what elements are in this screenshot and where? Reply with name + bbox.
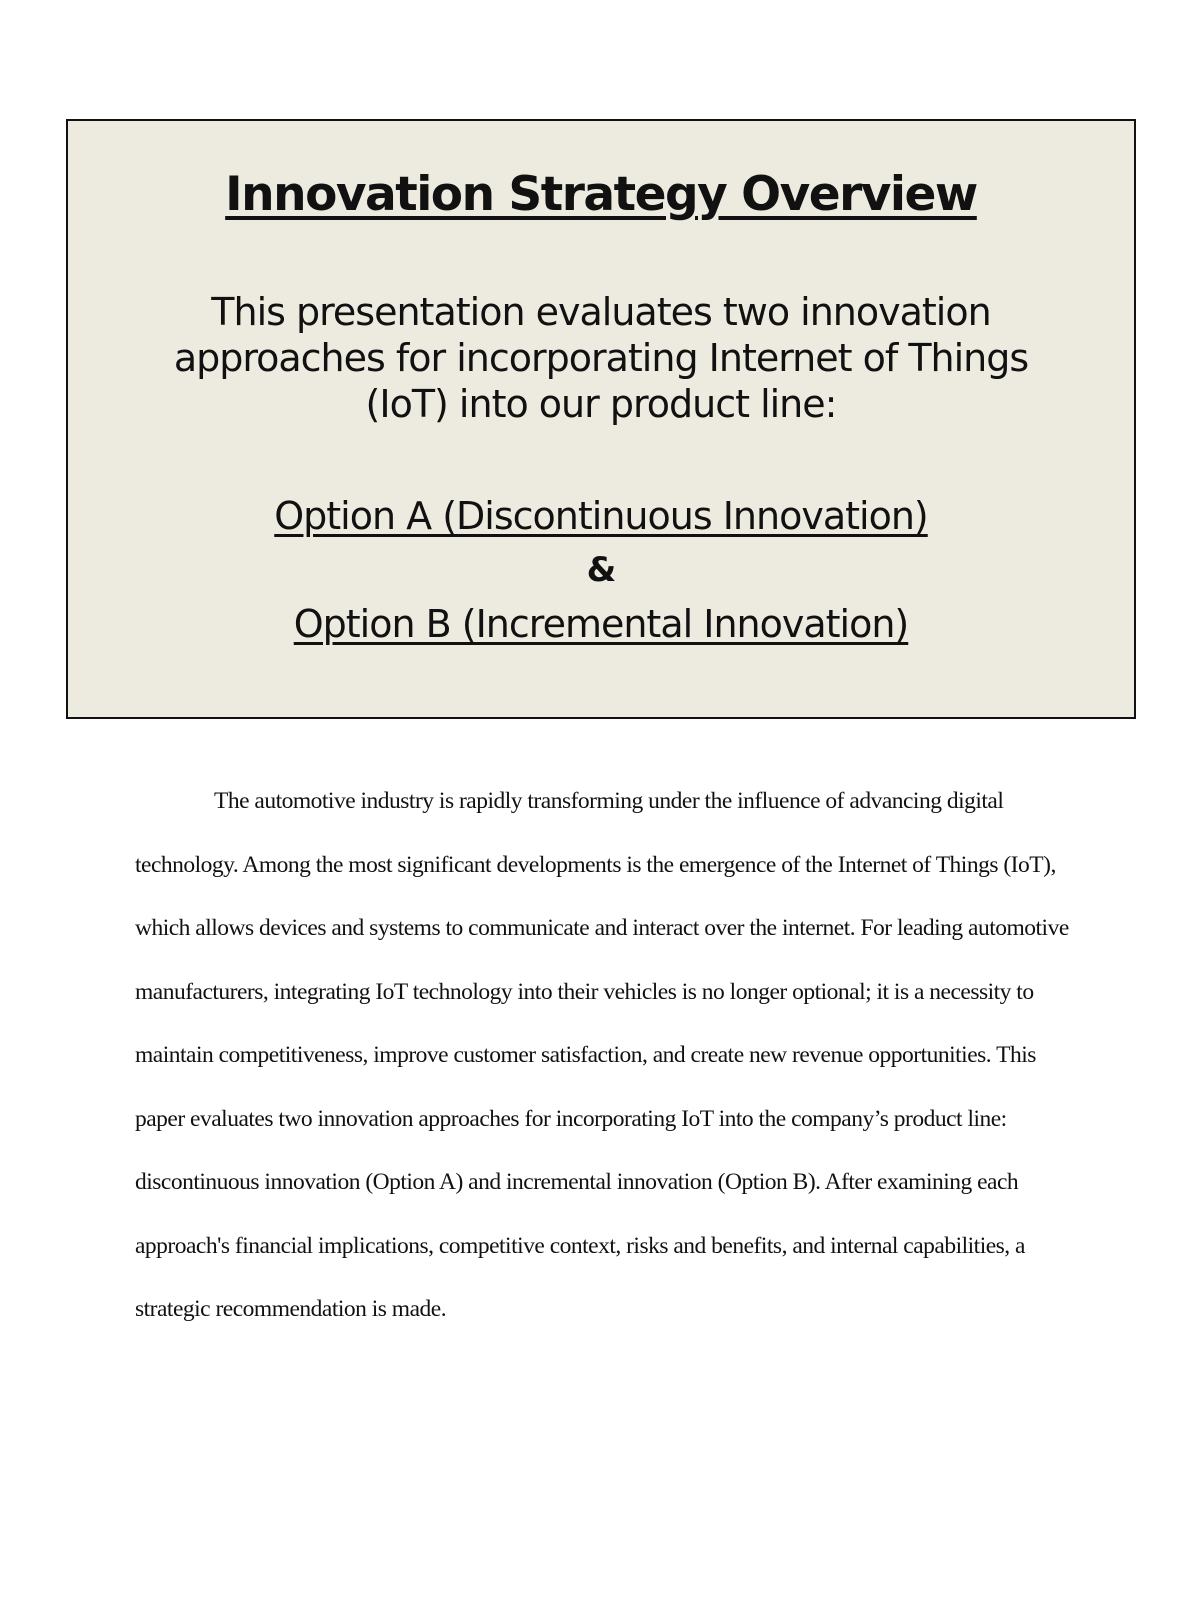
ampersand: &	[586, 550, 616, 590]
option-b-label: Option B (Incremental Innovation)	[293, 602, 909, 646]
options-block	[68, 489, 1134, 651]
title-slide-box	[66, 119, 1136, 719]
option-a-label: Option A (Discontinuous Innovation)	[274, 494, 928, 538]
slide-title	[68, 165, 1134, 225]
body-paragraph: The automotive industry is rapidly transforming under the influence of advancing digital technology. Among the most significant developments is the emergence of the Internet of Things (IoT), which allows devices and systems to communicate and interact over the internet. For leading automotive manufacturers, integrating IoT technology into their vehicles is no longer optional; it is a necessity to maintain competitiveness, improve customer satisfaction, and create new revenue opportunities. This paper evaluates two innovation approaches for incorporating IoT into the company’s product line: discontinuous innovation (Option A) and incremental innovation (Option B). After examining each approach's financial implications, competitive context, risks and benefits, and internal capabilities, a strategic recommendation is made.	[135, 788, 1069, 1322]
slide-intro-text: This presentation evaluates two innovation approaches for incorporating Internet of Things (IoT) into our product line:	[173, 290, 1029, 426]
slide-title-text: Innovation Strategy Overview	[225, 167, 977, 222]
